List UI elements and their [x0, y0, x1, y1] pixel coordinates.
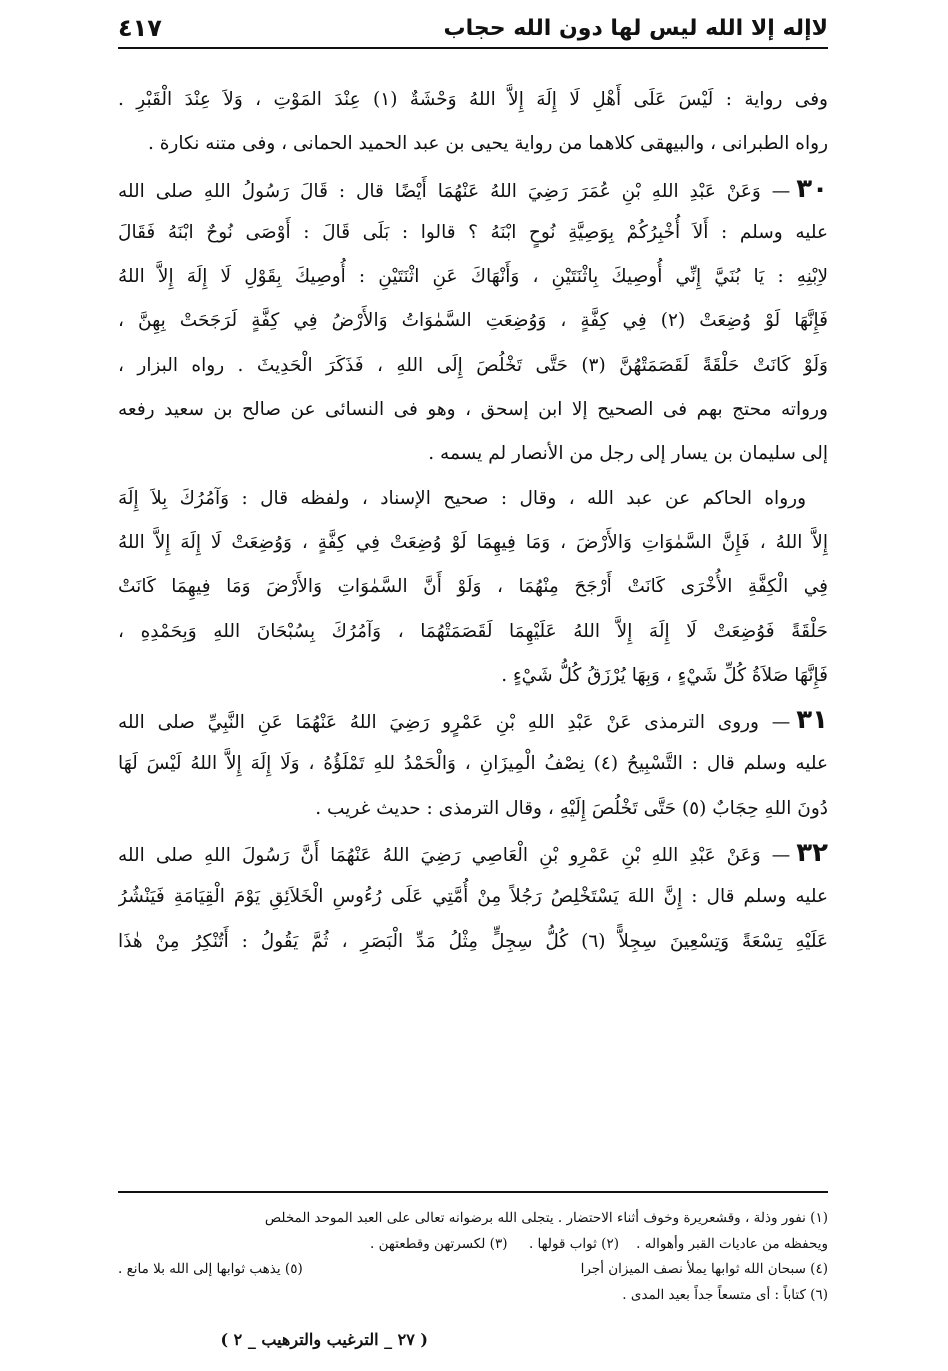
footnote-3: (٣) لكسرتهن وقطعتهن . [370, 1235, 508, 1252]
text-line-content: فِي الْكِفَّةِ الأُخْرَى كَانَتْ أَرْجَحَ مِنْهُمَا ، وَلَوْ أَنَّ السَّمٰوَاتِ وَالأَرْضَ وَمَا فِيهِمَا كَانَتْ [118, 576, 828, 598]
footnote-rule [118, 1191, 828, 1193]
text-line-content: ورواه الحاكم عن عبد الله ، وقال : صحيح الإسناد ، ولفظه قال : وَآمُرُكَ بِلاَ إِلَهَ [118, 487, 806, 509]
text-line [118, 344, 828, 388]
text-line [118, 432, 828, 476]
text-line [118, 299, 828, 343]
text-line-content: إِلاَّ اللهُ ، فَإِنَّ السَّمٰوَاتِ وَالأَرْضَ ، وَمَا فِيهِمَا لَوْ وُضِعَتْ فِي كِفَّةٍ ، وَوُضِعَتْ لَا إِلَهَ إِلاَّ اللهُ [118, 531, 828, 553]
text-line [118, 698, 828, 742]
header-rule [118, 47, 828, 49]
text-line [118, 78, 828, 122]
text-line [118, 920, 828, 964]
text-line [118, 122, 828, 166]
text-line [118, 388, 828, 432]
text-line-content: عليه وسلم قال : إِنَّ اللهَ يَسْتَخْلِصُ رَجُلاً مِنْ أُمَّتِي عَلَى رُءُوسِ الْخَلاَئِقِ يَوْمَ الْقِيَامَةِ فَيَنْشُرُ [118, 886, 828, 908]
text-line-content: رواه الطبرانى ، والبيهقى كلاهما من رواية يحيى بن عبد الحميد الحمانى ، وفى متنه نكارة . [147, 133, 828, 155]
body-text [118, 78, 828, 964]
signature-mark: ( ٢٧ _ الترغيب والترهيب _ ٢ ) [220, 1330, 428, 1349]
text-line-content: لاِبْنِهِ : يَا بُنَيَّ إِنِّي أُوصِيكَ بِاثْنَتَيْنِ ، وَأَنْهَاكَ عَنِ اثْنَتَيْنِ : أُوصِيكَ بِقَوْلِ لَا إِلَهَ إِلاَّ اللهُ [118, 266, 828, 288]
text-line [118, 610, 828, 654]
hadith-number: ٣٠ [796, 173, 828, 204]
footnote-2: (٢) ثواب قولها . [528, 1235, 619, 1252]
text-line-content: عَلَيْهِ تِسْعَةً وَتِسْعِينَ سِجِلاًّ (٦) كُلُّ سِجِلٍّ مِثْلُ مَدِّ الْبَصَرِ ، ثُمَّ يَقُولُ : أَتُنْكِرُ مِنْ هٰذَا [118, 930, 828, 952]
footnote-4: (٤) سبحان الله ثوابها يملأ نصف الميزان أجرا [580, 1261, 828, 1277]
footnotes [118, 1206, 828, 1308]
text-line [118, 255, 828, 299]
text-line-content: حَلْقَةً فَوُضِعَتْ لَا إِلَهَ إِلاَّ اللهُ عَلَيْهِمَا لَقَصَمَتْهُمَا ، وَآمُرُكَ بِسُبْحَانَ اللهِ وَبِحَمْدِهِ ، [118, 620, 828, 642]
footnote-1-continued [118, 1232, 828, 1258]
footnote-6: (٦) كتاباً : أى متسعاً جداً بعيد المدى . [622, 1286, 828, 1303]
text-line [118, 654, 828, 698]
page-header [118, 10, 828, 46]
text-line-content: وَلَوْ كَانَتْ حَلْقَةً لَقَصَمَتْهُنَّ (٣) حَتَّى تَخْلُصَ إِلَى اللهِ ، فَذَكَرَ الْحَدِيثَ . رواه البزار ، [118, 354, 828, 376]
text-line-content: ورواته محتج بهم فى الصحيح إلا ابن إسحق ، وهو فى النسائى عن صالح بن سعيد رفعه [118, 399, 828, 421]
text-line-content: فَإِنَّهَا لَوْ وُضِعَتْ (٢) فِي كِفَّةٍ ، وَوُضِعَتِ السَّمٰوَاتُ وَالأَرْضُ فِي كِفَّةٍ لَرَجَحَتْ بِهِنَّ ، [118, 310, 828, 332]
text-line-content: — وَعَنْ عَبْدِ اللهِ بْنِ عُمَرَ رَضِيَ اللهُ عَنْهُمَا أَيْضًا قال : قَالَ رَسُولُ اللهِ صلى الله [118, 180, 791, 202]
hadith-number: ٣١ [796, 705, 828, 736]
text-line-content: — وروى الترمذى عَنْ عَبْدِ اللهِ بْنِ عَمْرٍو رَضِيَ اللهُ عَنْهُمَا عَنِ النَّبِيِّ صلى الله [118, 712, 791, 734]
footnote-row-4-5 [118, 1257, 828, 1283]
text-line-content: عليه وسلم قال : التَّسْبِيحُ (٤) نِصْفُ الْمِيزَانِ ، وَالْحَمْدُ للهِ تَمْلَؤُهُ ، وَلَا إِلَهَ إِلاَّ اللهُ لَيْسَ لَهَا [118, 753, 828, 775]
text-line [118, 875, 828, 919]
text-line [118, 211, 828, 255]
running-title: لاإله إلا الله ليس لها دون الله حجاب [443, 15, 828, 41]
text-line [118, 167, 828, 211]
text-line-content: دُونَ اللهِ حِجَابٌ (٥) حَتَّى تَخْلُصَ إِلَيْهِ ، وقال الترمذى : حديث غريب . [315, 797, 828, 819]
text-line-content: فَإِنَّهَا صَلاَةُ كُلِّ شَيْءٍ ، وَبِهَا يُرْزَقُ كُلُّ شَيْءٍ . [501, 664, 828, 686]
footnote-1-continued-text: ويحفظه من عاديات القبر وأهواله . [636, 1235, 828, 1252]
text-line [118, 565, 828, 609]
hadith-number: ٣٢ [796, 838, 828, 869]
page-number: ٤١٧ [118, 14, 162, 42]
text-line [118, 521, 828, 565]
text-line-content: — وَعَنْ عَبْدِ اللهِ بْنِ عَمْرِو بْنِ الْعَاصِي رَضِيَ اللهُ عَنْهُمَا أَنَّ رَسُولَ اللهِ صلى الله [118, 845, 791, 867]
text-line-content: عليه وسلم : أَلاَ أُخْبِرُكُمْ بِوَصِيَّةِ نُوحٍ ابْنَهُ ؟ قالوا : بَلَى قَالَ : أَوْصَى نُوحٌ ابْنَهُ فَقَالَ [118, 221, 828, 243]
text-line [118, 831, 828, 875]
text-line [118, 742, 828, 786]
text-line [118, 477, 828, 521]
text-line [118, 787, 828, 831]
text-line-content: وفى رواية : لَيْسَ عَلَى أَهْلِ لَا إِلَهَ إِلاَّ اللهُ وَحْشَةٌ (١) عِنْدَ المَوْتِ ، وَلاَ عِنْدَ الْقَبْرِ . [118, 89, 828, 110]
text-line-content: إلى سليمان بن يسار إلى رجل من الأنصار لم يسمه . [428, 443, 828, 465]
footnote-5: (٥) يذهب ثوابها إلى الله بلا مانع . [118, 1261, 303, 1277]
footnote-1: (١) نفور وذلة ، وقشعريرة وخوف أثناء الاحتضار . يتجلى الله برضوانه تعالى على العبد الموحد المخلص [264, 1210, 828, 1226]
